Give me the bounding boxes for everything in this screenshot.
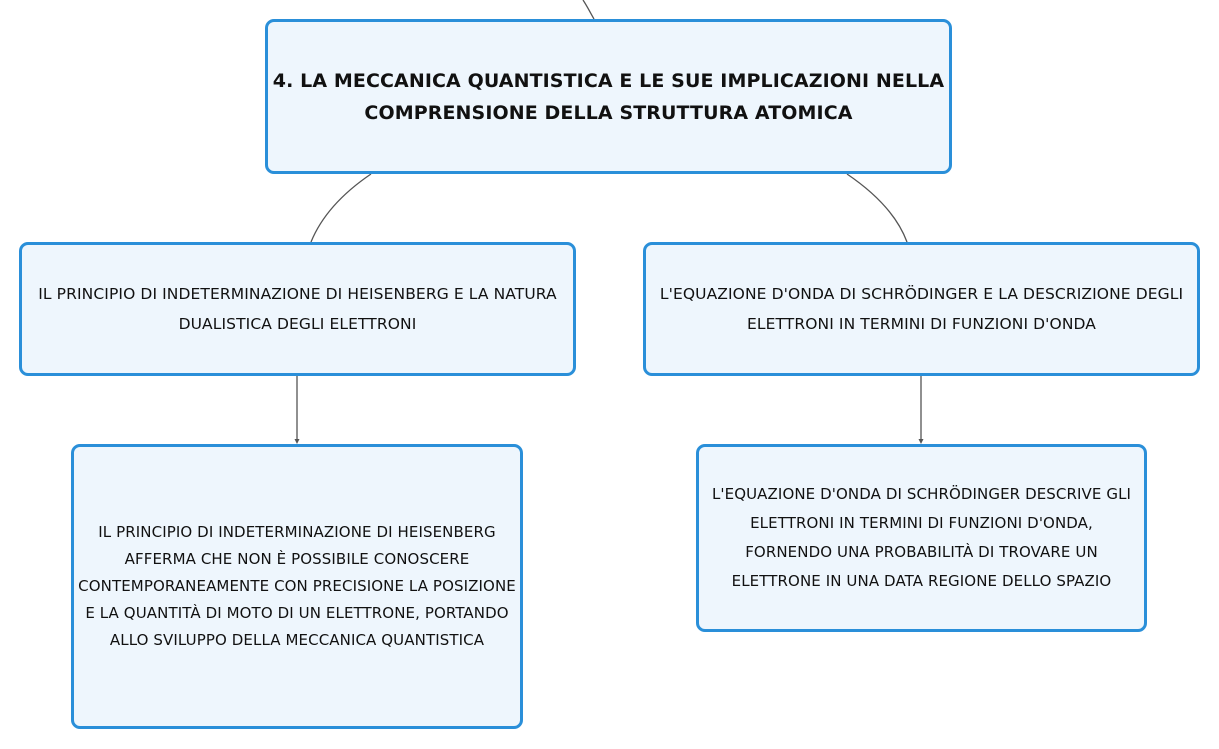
title-text: 4. LA MECCANICA QUANTISTICA E LE SUE IMPLICAZIONI NELLA COMPRENSIONE DELLA STRUTTURA ATOMICA bbox=[272, 69, 945, 124]
connector-title-to-schrodinger bbox=[847, 174, 907, 242]
schrodinger-detail-node[interactable] bbox=[696, 444, 1147, 632]
schrodinger-topic-text: L'EQUAZIONE D'ONDA DI SCHRÖDINGER E LA DESCRIZIONE DEGLI ELETTRONI IN TERMINI DI FUNZIONI D'ONDA bbox=[659, 285, 1184, 333]
connector-title-to-heisenberg bbox=[311, 174, 371, 242]
heisenberg-topic-node[interactable] bbox=[19, 242, 576, 376]
heisenberg-detail-node[interactable] bbox=[71, 444, 523, 729]
heisenberg-detail-text: IL PRINCIPIO DI INDETERMINAZIONE DI HEISENBERG AFFERMA CHE NON È POSSIBILE CONOSCERE CONTEMPORANEAMENTE CON PRECISIONE LA POSIZIONE E LA QUANTITÀ DI MOTO DI UN ELETTRONE, PORTANDO ALLO SVILUPPO DELLA MECCANICA QUANTISTICA bbox=[78, 523, 516, 649]
schrodinger-detail-text: L'EQUAZIONE D'ONDA DI SCHRÖDINGER DESCRIVE GLI ELETTRONI IN TERMINI DI FUNZIONI D'ONDA, FORNENDO UNA PROBABILITÀ DI TROVARE UN ELETTRONE IN UNA DATA REGIONE DELLO SPAZIO bbox=[711, 485, 1132, 590]
connector-from-parent bbox=[583, 0, 594, 19]
heisenberg-topic-text: IL PRINCIPIO DI INDETERMINAZIONE DI HEISENBERG E LA NATURA DUALISTICA DEGLI ELETTRONI bbox=[38, 285, 557, 333]
schrodinger-topic-node[interactable] bbox=[643, 242, 1200, 376]
title-node[interactable] bbox=[265, 19, 952, 174]
